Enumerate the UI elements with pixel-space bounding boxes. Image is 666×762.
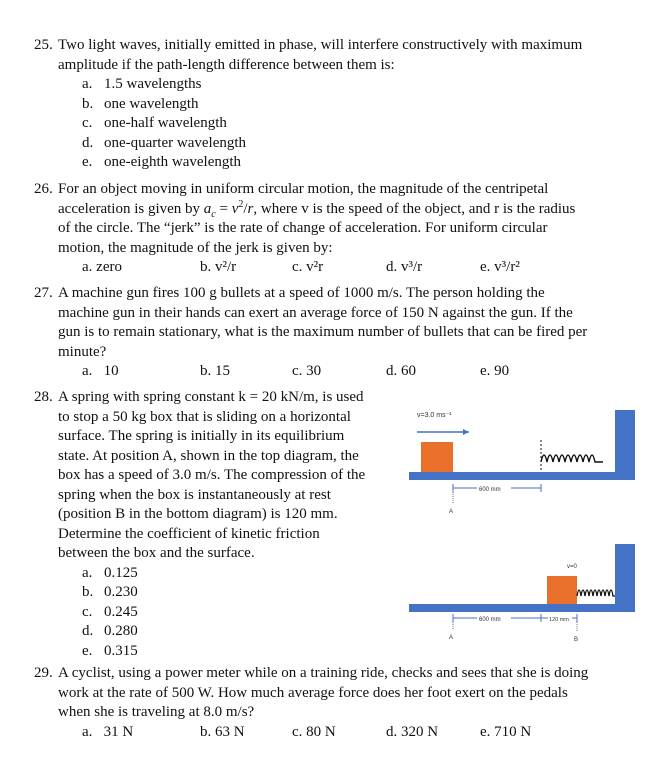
option-e[interactable] [82, 153, 634, 173]
question-line: A spring with spring constant k = 20 kN/m, is used [58, 389, 364, 405]
question-line: when she is traveling at 8.0 m/s? [58, 704, 255, 720]
question-line: work at the rate of 500 W. How much average force does her foot exert on the pedals [58, 684, 568, 701]
option-b[interactable] [82, 583, 394, 603]
option-letter: c. [82, 115, 93, 131]
option-text: 0.245 [104, 603, 138, 620]
question-line: to stop a 50 kg box that is sliding on a horizontal [58, 408, 351, 425]
option-d[interactable] [82, 622, 394, 642]
question-line: minute? [58, 343, 107, 360]
option-c[interactable] [82, 603, 394, 623]
option-d[interactable]: d. v³/r [386, 259, 423, 275]
option-b[interactable]: b. 15 [200, 363, 230, 379]
spring-box-diagram [405, 400, 645, 650]
question-26 [34, 180, 634, 278]
surface [409, 472, 635, 480]
question-line: A machine gun fires 100 g bullets at a speed of 1000 m/s. The person holding the [58, 285, 545, 301]
option-c[interactable]: c. v²r [292, 259, 324, 275]
box [547, 576, 577, 604]
option-a[interactable]: a. 10 [82, 363, 119, 379]
wall [615, 544, 635, 612]
option-d[interactable]: d. 60 [386, 363, 416, 379]
option-letter: d. [82, 134, 94, 151]
option-text: one wavelength [104, 95, 199, 112]
question-number: 26. [34, 181, 53, 197]
option-e[interactable]: e. v³/r² [480, 259, 520, 275]
option-c[interactable]: c. 30 [292, 363, 322, 379]
option-e[interactable]: e. 90 [480, 363, 510, 379]
question-text [58, 664, 634, 723]
option-text: one-quarter wavelength [104, 134, 247, 151]
option-b[interactable]: b. 63 N [200, 723, 245, 740]
spring [577, 590, 615, 596]
option-a[interactable]: a. 31 N [82, 723, 134, 740]
option-text: 0.315 [104, 642, 138, 659]
option-text: 0.230 [104, 584, 138, 600]
question-line: between the box and the surface. [58, 545, 255, 561]
question-line: motion, the magnitude of the jerk is given by: [58, 239, 333, 256]
question-line: amplitude if the path-length difference between them is: [58, 56, 395, 73]
bottom-diagram [409, 544, 635, 643]
wall [615, 410, 635, 480]
question-line: state. At position A, shown in the top diagram, the [58, 447, 359, 464]
question-text [58, 284, 634, 362]
question-line: spring when the box is instantaneously at rest [58, 486, 331, 503]
option-list [82, 564, 394, 662]
question-27 [34, 284, 634, 382]
question-number: 29. [34, 665, 53, 681]
question-line: machine gun in their hands can exert an average force of 150 N against the gun. If the [58, 304, 573, 321]
option-letter: e. [82, 154, 93, 170]
option-b[interactable] [82, 95, 634, 115]
question-line: Determine the coefficient of kinetic friction [58, 525, 320, 542]
question-line: Two light waves, initially emitted in phase, will interfere constructively with maximum [58, 37, 583, 53]
question-number: 25. [34, 37, 53, 53]
option-text: 0.280 [104, 623, 138, 639]
distance-label: 600 mm [479, 487, 501, 493]
option-row [82, 362, 634, 382]
compression-label: 120 mm [549, 617, 569, 623]
arrow-head-icon [463, 429, 469, 435]
option-text: one-eighth wavelength [104, 154, 242, 170]
option-letter: a. [82, 564, 93, 581]
option-row [82, 258, 634, 278]
question-line: of the circle. The “jerk” is the rate of change of acceleration. For uniform circular [58, 220, 548, 236]
question-number: 28. [34, 389, 53, 405]
option-a[interactable] [82, 75, 634, 95]
point-b-label: B [574, 637, 579, 643]
question-28 [34, 388, 394, 661]
top-diagram [409, 410, 635, 515]
option-letter: c. [82, 603, 93, 620]
option-letter: d. [82, 623, 94, 639]
option-a[interactable] [82, 564, 394, 584]
option-letter: b. [82, 584, 94, 600]
point-a-label: A [449, 509, 454, 515]
surface [409, 604, 635, 612]
formula: $a_c = v^2/r$ [203, 198, 254, 220]
text-segment: acceleration is given by [58, 200, 201, 217]
question-line [58, 200, 634, 220]
question-29 [34, 664, 634, 743]
question-line: surface. The spring is initially in its equilibrium [58, 428, 345, 444]
option-c[interactable] [82, 114, 634, 134]
option-e[interactable] [82, 642, 394, 662]
question-text [58, 36, 634, 75]
question-line: gun is to remain stationary, what is the maximum number of bullets that can be fired per [58, 324, 588, 340]
distance-label: 600 mm [479, 617, 501, 623]
option-text: 1.5 wavelengths [104, 76, 202, 92]
option-letter: b. [82, 95, 94, 112]
box [421, 442, 453, 472]
option-d[interactable] [82, 134, 634, 154]
option-a[interactable]: a. zero [82, 259, 122, 275]
question-25 [34, 36, 634, 173]
question-line: A cyclist, using a power meter while on a training ride, checks and sees that she is doing [58, 665, 589, 681]
question-text [58, 388, 394, 564]
question-line: For an object moving in uniform circular motion, the magnitude of the centripetal [58, 181, 549, 197]
option-row [82, 723, 634, 743]
velocity-label: v=0 [567, 564, 577, 570]
point-a-label: A [449, 635, 454, 641]
question-text [58, 180, 634, 258]
spring [541, 455, 603, 462]
question-line: box has a speed of 3.0 m/s. The compression of the [58, 467, 366, 483]
option-c[interactable]: c. 80 N [292, 723, 336, 740]
option-letter: a. [82, 76, 93, 92]
option-letter: e. [82, 642, 93, 659]
option-list [82, 75, 634, 173]
velocity-label: v=3.0 ms⁻¹ [417, 412, 452, 419]
option-d[interactable]: d. 320 N [386, 723, 439, 740]
question-number: 27. [34, 285, 53, 301]
option-b[interactable]: b. v²/r [200, 259, 237, 275]
option-text: 0.125 [104, 564, 138, 581]
option-text: one-half wavelength [104, 115, 227, 131]
option-e[interactable]: e. 710 N [480, 723, 532, 740]
question-line: (position B in the bottom diagram) is 120 mm. [58, 506, 338, 522]
text-segment: , where v is the speed of the object, and r is the radius [253, 200, 576, 217]
